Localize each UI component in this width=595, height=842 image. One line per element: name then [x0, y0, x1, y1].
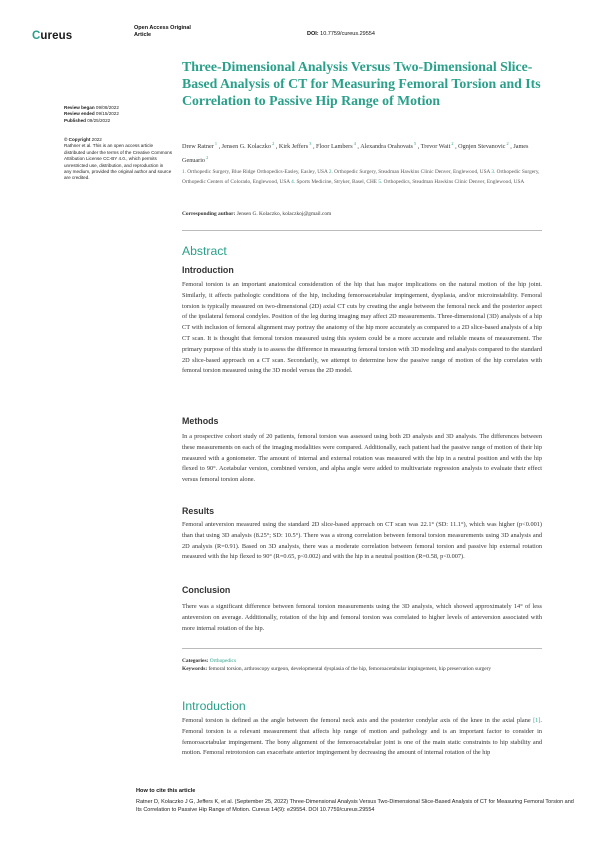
article-type-line2: Article — [134, 32, 152, 38]
affiliation — [182, 169, 328, 175]
affiliation-list — [182, 168, 542, 187]
abstract-heading: Abstract — [182, 244, 227, 258]
affiliation-text: Sports Medicine, Stryker, Basel, CHE — [296, 178, 378, 185]
published — [64, 118, 172, 124]
author[interactable] — [316, 143, 356, 150]
abstract-intro-text: Femoral torsion is an important anatomical consideration of the hip that has major implications on the natural motion of the hip joint. Similarly, it affects pathologic conditions of the hip, including femoroacetabular impingement, dysplasia, and/or microinstability. Femoral torsion is typically measured on two-dimensional (2D) axial CT cuts by creating the angle between the femoral neck and the posterior aspect of the ipsilateral femoral condyles. Position of the leg during imaging may affect 2D measurements. Three-dimensional (3D) analysis of a hip CT with inclusion of femoral alignment may portray the anatomy of the hip more accurately as compared to a 2D slice-based analysis of a hip CT scan. It is thought that femoral torsion measured using this system could be a more accurate and reliable means of measurement. The primary purpose of this study is to assess the difference in measuring femoral torsion with 3D modeling and analysis compared to the standard 2D slice-based approach on a CT scan. Secondarily, we attempt to determine how the passive range of motion of the hip correlates with femoral torsion measured using the 3D model versus the 2D model. — [182, 281, 542, 375]
categories-block — [182, 657, 542, 673]
review-began-date: 09/08/2022 — [95, 105, 119, 110]
conclusion-text: There was a significant difference between femoral torsion measurements using the 3D analysis, which showed approximately 14° of less anteversion on average. Additionally, rotation of the hip and femoral torsion was correlated to higher levels of anteversion associated with more internal rotation of the hip. — [182, 603, 542, 632]
author-affiliation-number: 3 — [308, 141, 312, 146]
author-name: Ognjen Stevanovic — [458, 143, 506, 151]
intro-text-part1: Femoral torsion is defined as the angle between the femoral neck axis and the posterior condylar axis of the knee in the axial plane — [182, 717, 534, 724]
conclusion-heading: Conclusion — [182, 585, 231, 595]
categories — [182, 657, 542, 665]
author-affiliation-number: 5 — [412, 141, 417, 146]
keywords-label: Keywords: — [182, 666, 208, 673]
affiliation-text: Orthopedic Surgery, Steadman Hawkins Clinic Denver, Englewood, USA — [334, 169, 491, 175]
affiliation-text: Orthopedics, Steadman Hawkins Clinic Denver, Englewood, USA — [383, 178, 525, 185]
affiliation-number: 1. — [182, 169, 188, 175]
author-name: Jensen G. Kolaczko — [221, 143, 271, 151]
article-title: Three-Dimensional Analysis Versus Two-Dimensional Slice-Based Analysis of CT for Measuring Femoral Torsion and Its Correlation to Passive Hip Range of Motion — [182, 59, 541, 109]
cite-heading: How to cite this article — [136, 788, 196, 794]
divider — [182, 230, 542, 231]
author-affiliation-number: 2 — [505, 141, 509, 146]
affiliation-number: 5. — [378, 178, 384, 185]
review-ended-label: Review ended — [64, 111, 95, 117]
author-name: Drew Ratner — [182, 143, 214, 151]
author[interactable] — [222, 143, 275, 150]
author-affiliation-number: 4 — [352, 141, 356, 146]
doi-label: DOI: — [307, 31, 319, 37]
doi-value: 10.7759/cureus.29554 — [320, 31, 375, 37]
review-began-label: Review began — [64, 105, 95, 110]
author-affiliation-number: 1 — [213, 141, 218, 146]
abstract-intro-heading: Introduction — [182, 265, 234, 275]
author[interactable] — [421, 143, 454, 150]
author-name: Kirk Jeffers — [278, 143, 309, 151]
categories-label: Categories: — [182, 658, 209, 664]
results-text: Femoral anteversion measured using the standard 2D slice-based approach on CT scan was 22.1° (SD: 11.1°), which was higher (p<0.001) than that using 3D analysis (8.25°; SD: 10.5°). There was a strong correlation between femoral torsion measurements using 3D analysis and 2D analysis (R=0.91). Based on 3D analysis, there was a moderate correlation between femoral torsion and passive hip external rotation measured with the hip flexed to 90° (R=0.65, p<0.002) and with the hip in a neutral position (R=0.58, p<0.007). — [182, 521, 542, 561]
methods-heading: Methods — [182, 416, 219, 426]
citation-link[interactable]: [1] — [533, 717, 541, 724]
author-list: Drew Ratner $^1$ , Jensen G. Kolaczko $^2$ , Kirk Jeffers $^3$ , Floor Lambers $^4$ , Alexandra Orahovats $^5$ , Trevor Wait $^2$ , Ognjen Stevanovic $^2$ , James Genuario $^2$ — [182, 141, 529, 164]
published-label: Published — [64, 117, 86, 123]
review-dates — [64, 105, 172, 124]
keywords-value: femoral torsion, arthroscopy surgeon, developmental dysplasia of the hip, femoroacetabular impingement, hip preservation surgery — [208, 666, 492, 673]
review-ended-date: 09/15/2022 — [95, 111, 119, 117]
divider — [182, 648, 542, 649]
author-name: Alexandra Orahovats — [360, 143, 413, 151]
published-date: 09/25/2022 — [87, 117, 111, 123]
results-heading: Results — [182, 506, 215, 516]
keywords — [182, 665, 542, 673]
methods-text: In a prospective cohort study of 20 patients, femoral torsion was assessed using both 2D analysis and 3D analysis. The differences between these measurements on each of the imaging modalities were compared. Additionally, each patient had the passive range of motion of their hip measured with a goniometer. The amount of internal and external rotation was measured with the hip in a neutral position and with the hip flexed to 90°. Acetabular version, combined version, and alpha angle were added to multivariate regression analysis to evaluate their effect versus femoral torsion alone. — [182, 433, 542, 484]
affiliation — [329, 169, 490, 175]
cite-text: Ratner D, Kolaczko J G, Jeffers K, et al. (September 25, 2022) Three-Dimensional Analysis Versus Two-Dimensional Slice-Based Analysis of CT for Measuring Femoral Torsion and Its Correlation to Passive Hip Range of Motion. Cureus 14(9): e29554. DOI 10.7759/cureus.29554 — [136, 799, 574, 814]
copyright-year: 2022 — [91, 137, 102, 142]
affiliation-text: Orthopedic Surgery, Blue Ridge Orthopedics-Easley, Easley, USA — [187, 169, 328, 175]
introduction-text — [182, 716, 542, 759]
author-affiliation-number: 2 — [450, 141, 454, 146]
author-affiliation-number: 2 — [205, 154, 209, 160]
article-type — [134, 25, 191, 39]
journal-logo-text: ureus — [40, 30, 73, 42]
introduction-heading: Introduction — [182, 699, 246, 713]
article-type-line1: Open Access Original — [134, 25, 191, 31]
affiliation — [291, 179, 377, 185]
journal-logo: Cureus — [32, 30, 73, 42]
affiliation-number: 4. — [291, 178, 297, 185]
corresponding-author — [182, 211, 542, 217]
corresponding-text: Jensen G. Kolaczko, kolaczkoj@gmail.com — [236, 211, 332, 217]
intro-text-part2: . Femoral torsion is a relevant measurement that affects hip range of motion and pathology and is an important factor to consider in femoroacetabular impingement. The bony alignment of the femoroacetabular joint is one of the main static constraints to hip stability and motion. Femoral retrotorsion can exacerbate anterior impingement by decreasing the amount of internal rotation of the hip — [182, 717, 542, 757]
header-doi — [307, 31, 375, 37]
affiliation-number: 2. — [328, 169, 335, 175]
author[interactable] — [458, 143, 509, 150]
author[interactable] — [182, 143, 217, 150]
corresponding-label: Corresponding author: — [182, 211, 236, 217]
copyright-label: © Copyright — [64, 137, 91, 142]
license-text: Rathner et al. This is an open access article distributed under the terms of the Creative Commons Attribution License CC-BY 4.0., which permits unrestricted use, distribution, and reproduction in any medium, provided the original author and source are credited. — [64, 143, 173, 181]
author[interactable] — [279, 143, 312, 150]
copyright-block — [64, 137, 172, 182]
author-name: Trevor Wait — [420, 143, 451, 151]
author-name: James Genuario — [182, 143, 529, 164]
categories-value[interactable]: Orthopedics — [209, 658, 237, 664]
author-name: Floor Lambers — [316, 143, 353, 151]
author-affiliation-number: 2 — [271, 141, 275, 146]
author[interactable] — [360, 143, 416, 150]
affiliation — [378, 179, 524, 185]
affiliation-number: 3. — [491, 169, 497, 175]
affiliation-text: Orthopedic Surgery, Orthopedic Centers of Colorado, Englewood, USA — [182, 169, 540, 185]
